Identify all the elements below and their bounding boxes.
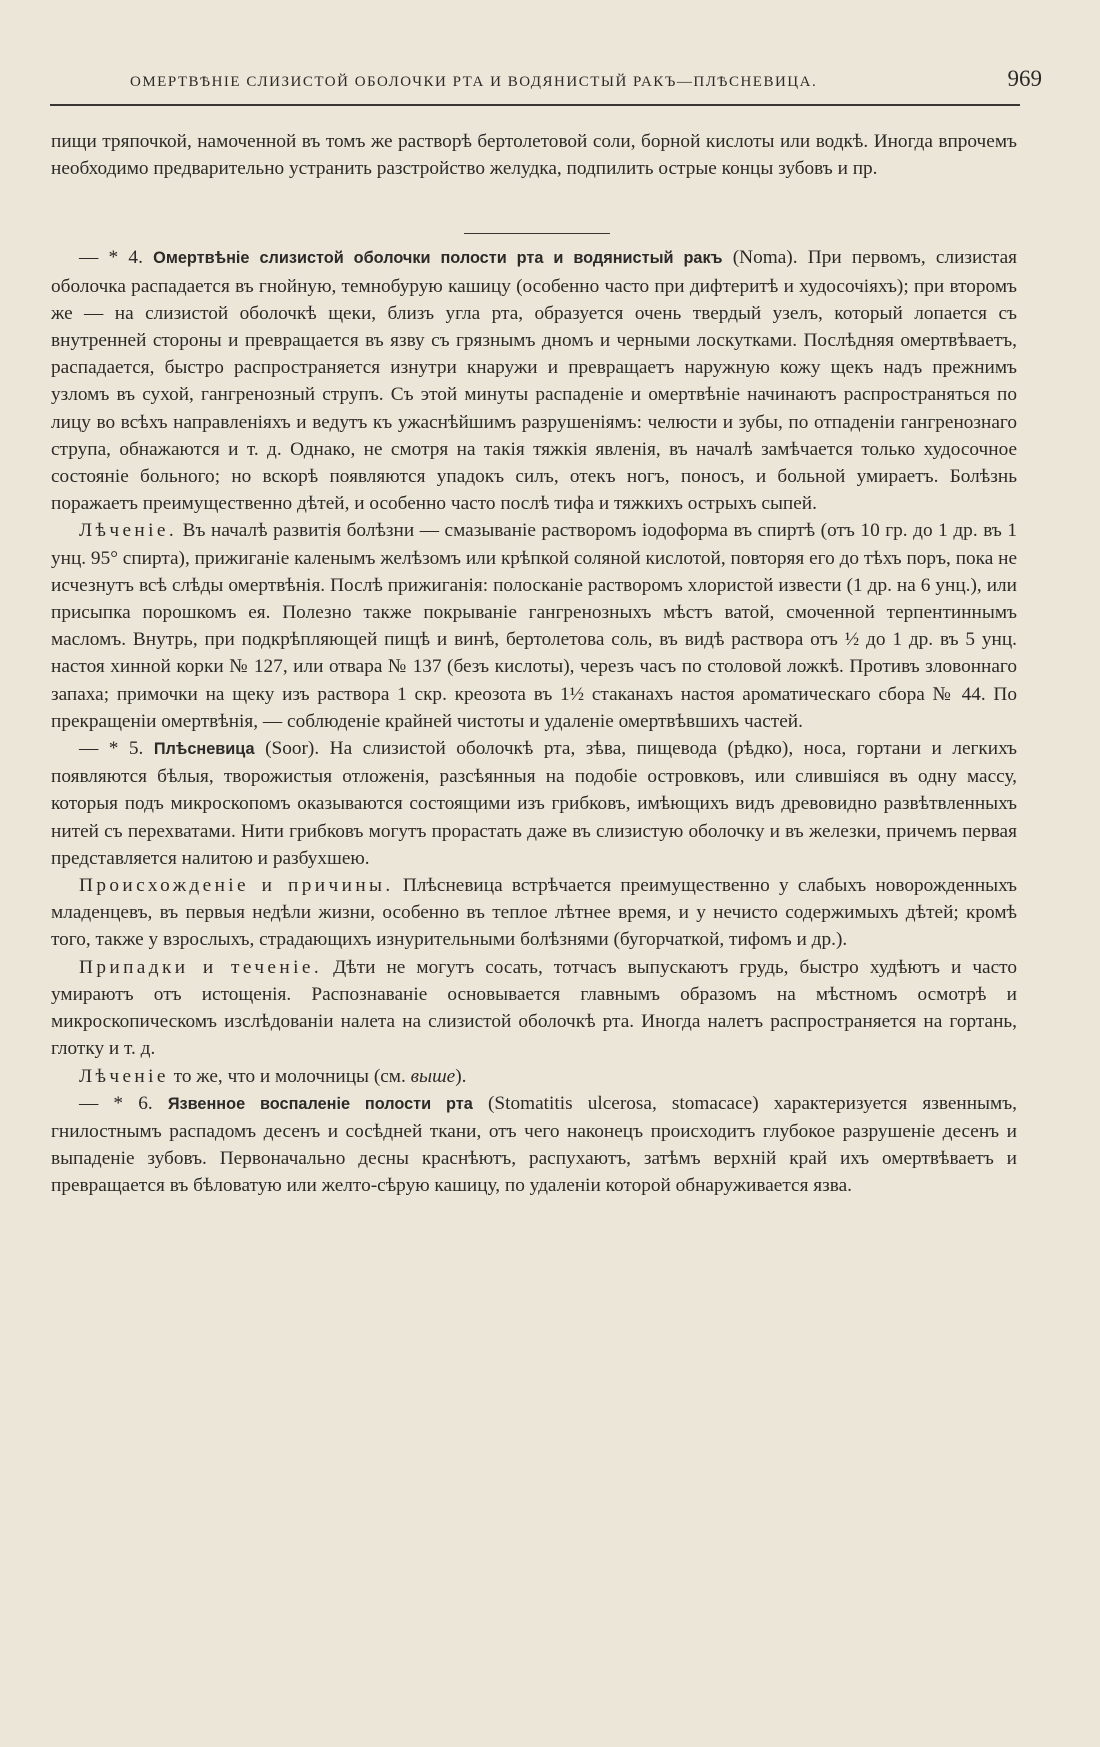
- section-5-title: Плѣсневица: [153, 740, 255, 759]
- header-rule: [50, 104, 1020, 106]
- section-gap: [51, 182, 1017, 244]
- section-6-text: характеризуется язвеннымъ, гнилостнымъ распадомъ десенъ и сосѣдней ткани, отъ чего наконецъ происходитъ глубокое разрушеніе десенъ и выпаденіе зубовъ. Первоначально десны краснѣютъ, распухаютъ, затѣмъ верхній край ихъ омертвѣваетъ и превращается въ бѣловатую или желто-сѣрую кашицу, по удаленіи которой обнаруживается язва.: [51, 1092, 1017, 1197]
- section-5-origin-label: Происхожденіе и причины.: [79, 875, 394, 897]
- section-5-latin: (Soor).: [265, 738, 320, 760]
- section-separator-rule: [464, 233, 610, 234]
- section-6-number: — * 6.: [79, 1092, 153, 1114]
- section-4-text: При первомъ, слизистая оболочка распадается въ гнойную, темнобурую кашицу (особенно часто при дифтеритѣ и худосочіяхъ); при второмъ же — на слизистой оболочкѣ щеки, близъ угла рта, образуется очень твердый узелъ, который лопается съ внутренней стороны и превращается въ язву съ грязнымъ дномъ и черными лоскутками. Послѣдняя омертвѣваетъ, распадается, быстро распространяется изнутри кнаружи и превращаетъ наружную кожу щекъ надъ прежнимъ узломъ въ сухой, гангренозный струпъ. Съ этой минуты распаденіе и омертвѣніе начинаютъ распространяться по лицу во всѣхъ направленіяхъ и ведутъ къ ужаснѣйшимъ разрушеніямъ: челюсти и зубы, по отпаденіи гангренознаго струпа, обнажаются и т. д. Однако, не смотря на такія тяжкія явленія, въ началѣ замѣчается только худосочное состояніе больного; но вскорѣ появляются упадокъ силъ, отекъ ногъ, поносъ, и больной умираетъ. Болѣзнь поражаетъ преимущественно дѣтей, и особенно часто послѣ тифа и тяжкихъ острыхъ сыпей.: [51, 247, 1018, 515]
- section-4-treatment-paragraph: [51, 517, 1017, 735]
- section-4-treatment-label: Лѣченіе.: [79, 520, 178, 542]
- section-5-symptoms-text: Дѣти не могутъ сосать, тотчасъ выпускаютъ грудь, быстро худѣютъ и часто умираютъ отъ истощенія. Распознаваніе основывается главнымъ образомъ на мѣстномъ осмотрѣ и микроскопическомъ изслѣдованіи налета на слизистой оболочкѣ рта. Иногда налетъ распространяется на гортань, глотку и т. д.: [51, 956, 1017, 1060]
- section-5-origin-paragraph: [51, 872, 1017, 954]
- section-5-symptoms-paragraph: [51, 954, 1017, 1063]
- section-4-treatment-text: Въ началѣ развитія болѣзни — смазываніе растворомъ іодоформа въ спиртѣ (отъ 10 гр. до 1 др. въ 1 унц. 95° спирта), прижиганіе каленымъ желѣзомъ или крѣпкой соляной кислотой, повторяя его до тѣхъ поръ, пока не исчезнутъ всѣ слѣды омертвѣнія. Послѣ прижиганія: полосканіе растворомъ хлористой извести (1 др. на 6 унц.), или присыпка порошкомъ ея. Полезно также покрываніе гангренозныхъ мѣстъ ватой, смоченной терпентиннымъ масломъ. Внутрь, при подкрѣпляющей пищѣ и винѣ, бертолетова соль, въ видѣ раствора отъ ½ до 1 др. въ 5 унц. настоя хинной корки № 127, или отвара № 137 (безъ кислоты), черезъ часъ по столовой ложкѣ. Противъ зловоннаго запаха; примочки на щеку изъ раствора 1 скр. креозота въ 1½ стаканахъ настоя ароматическаго сбора № 44. По прекращеніи омертвѣнія, — соблюденіе крайней чистоты и удаленіе омертвѣвшихъ частей.: [51, 520, 1017, 732]
- section-5-symptoms-label: Припадки и теченіе.: [79, 956, 323, 978]
- section-5-treatment-ref: выше: [410, 1065, 456, 1087]
- section-4-paragraph: [51, 244, 1017, 517]
- section-5-treatment-label: Лѣченіе: [79, 1065, 169, 1087]
- section-5-treatment-text: то же, что и молочницы (см.: [173, 1065, 406, 1087]
- section-5-treatment-paragraph: [51, 1063, 1017, 1090]
- intro-paragraph: пищи тряпочкой, намоченной въ томъ же растворѣ бертолетовой соли, борной кислоты или водкѣ. Иногда впрочемъ необходимо предварительно устранить разстройство желудка, подпилить острые концы зубовъ и пр.: [51, 131, 1017, 180]
- running-title: ОМЕРТВѢНІЕ СЛИЗИСТОЙ ОБОЛОЧКИ РТА И ВОДЯНИСТЫЙ РАКЪ—ПЛѢСНЕВИЦА.: [130, 74, 818, 90]
- section-6-paragraph: [51, 1090, 1017, 1200]
- section-5-treatment-end: ).: [455, 1065, 467, 1087]
- section-4-latin: (Noma).: [732, 247, 798, 269]
- section-6-title: Язвенное воспаленіе полости рта: [167, 1094, 473, 1113]
- section-4-title: Омертвѣніе слизистой оболочки полости рта и водянистый ракъ: [153, 249, 723, 268]
- page-number: 969: [1007, 66, 1042, 91]
- section-5-origin-text: Плѣсневица встрѣчается преимущественно у слабыхъ новорожденныхъ младенцевъ, въ первыя недѣли жизни, особенно въ теплое лѣтнее время, и у нечисто содержимыхъ дѣтей; кромѣ того, также у взрослыхъ, страдающихъ изнурительными болѣзнями (бугорчаткой, тифомъ и др.).: [51, 875, 1017, 951]
- section-5-number: — * 5.: [79, 738, 144, 760]
- section-5-paragraph: [51, 735, 1017, 872]
- section-6-latin: (Stomatitis ulcerosa, stomacace): [487, 1092, 759, 1114]
- section-4-number: — * 4.: [79, 247, 143, 269]
- section-5-text: На слизистой оболочкѣ рта, зѣва, пищевода (рѣдко), носа, гортани и легкихъ появляются бѣлыя, творожистыя отложенія, разсѣянныя на подобіе островковъ, или слившіяся въ одну массу, которыя подъ микроскопомъ оказываются состоящими изъ грибковъ, имѣющихъ видъ древовидно развѣтвленныхъ нитей съ перехватами. Нити грибковъ могутъ прорастать даже въ слизистую оболочку и въ железки, причемъ первая представляется налитою и разбухшею.: [51, 738, 1017, 869]
- page-body: [51, 128, 1017, 1200]
